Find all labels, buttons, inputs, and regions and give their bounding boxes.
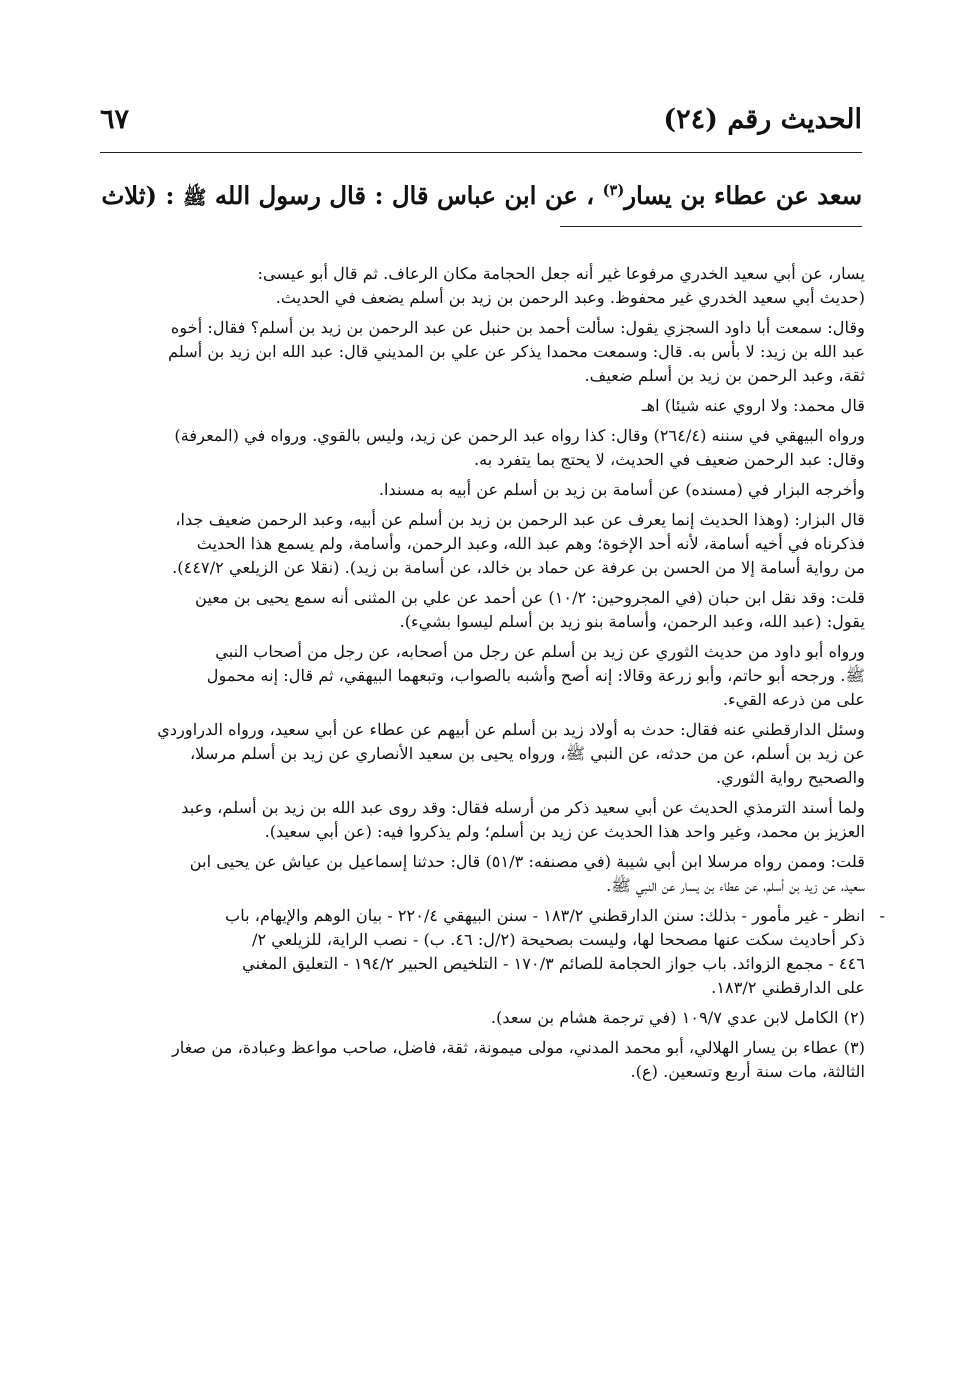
note-paragraph [108,796,865,844]
footnote-line: (٢) الكامل لابن عدي ١٠٩/٧ (في ترجمة هشام بن سعد). [490,1008,865,1027]
footnote [108,1006,865,1030]
hadith-text-part: ، عن ابن عباس قال : قال رسول الله [214,181,595,210]
note-line: وسئل الدارقطني عنه فقال: حدث به أولاد زيد بن أسلم عن أبيهم عن عطاء عن أبي سعيد، ورواه الدراوردي [157,720,865,739]
footnote-line: على الدارقطني ١٨٣/٢. [711,978,865,997]
note-line: قلت: وقد نقل ابن حبان (في المجروحين: ١٠/٢) عن أحمد عن علي بن المثنى أنه سمع يحيى بن معين [195,588,865,607]
hadith-text-part: : (ثلاث [101,181,175,210]
note-paragraph [108,850,865,898]
note-line: على من ذرعه القيء. [722,690,865,709]
footnote-line: ذكر أحاديث سكت عنها مصححا لها، وليست بصحيحة (٢/ل: ٤٦. ب) - نصب الراية، للزيلعي ٢/ [251,930,865,949]
note-line: قال محمد: ولا اروي عنه شيئا) اهـ [641,396,865,415]
note-paragraph [108,424,865,472]
note-line: ﷺ. ورجحه أبو حاتم، وأبو زرعة وقالا: إنه أصح وأشبه بالصواب، وتبعهما البيهقي، ثم قال: إنه محمول [206,666,865,685]
footnote-line: الثالثة، مات سنة أربع وتسعين. (ع). [630,1062,865,1081]
note-paragraph [108,394,865,418]
note-line: ولما أسند الترمذي الحديث عن أبي سعيد ذكر من أرسله فقال: وقد روى عبد الله بن زيد بن أسلم، وعبد [181,798,865,817]
footnotes-section [108,262,885,1090]
page-number: ٦٧ [100,104,130,135]
footnote-line: ٤٤٦ - مجمع الزوائد. باب جواز الحجامة للصائم ١٧٠/٣ - التلخيص الحبير ١٩٤/٢ - التعليق المغني [242,954,865,973]
note-paragraph [108,586,865,634]
note-paragraph [108,640,865,712]
note-line: ورواه البيهقي في سننه (٢٦٤/٤) وقال: كذا رواه عبد الرحمن عن زيد، وليس بالقوي. ورواه في (المعرفة) [174,426,865,445]
note-paragraph [108,508,865,580]
note-line: وقال: سمعت أبا داود السجزي يقول: سألت أحمد بن حنبل عن عبد الرحمن بن زيد بن أسلم؟ فقال: أخوه [170,318,865,337]
footnote [108,1036,865,1084]
note-paragraph [108,262,865,310]
note-line: من رواية أسامة إلا من الحسن بن عرفة عن حماد بن خالد، عن أسامة بن زيد). (نقلا عن الزيلعي ٤٤٧/٢). [172,558,865,577]
note-line: وقال: عبد الرحمن ضعيف في الحديث، لا يحتج بما يتفرد به. [473,450,865,469]
footnote [108,904,885,1000]
running-head [100,104,862,150]
note-line: فذكرناه في أخيه أسامة، لأنه أحد الإخوة؛ وهم عبد الله، وعبد الرحمن، وأسامة، ولم يسمع هذا الحديث [196,534,865,553]
note-paragraph [108,316,865,388]
note-line: ورواه أبو داود من حديث الثوري عن زيد بن أسلم عن رجل من أصحابه، عن رجل من أصحاب النبي [215,642,865,661]
note-line: قلت: وممن رواه مرسلا ابن أبي شيبة (في مصنفه: ٥١/٣) قال: حدثنا إسماعيل بن عياش عن يحيى ابن [189,852,865,871]
note-paragraph [108,718,865,790]
footnote-line: (٣) عطاء بن يسار الهلالي، أبو محمد المدني، مولى ميمونة، ثقة، فاضل، صاحب مواعظ وعبادة، من صغار [171,1038,865,1057]
note-line: يسار، عن أبي سعيد الخدري مرفوعا غير أنه جعل الحجامة مكان الرعاف. ثم قال أبو عيسى: [257,264,865,283]
note-line: يقول: (عبد الله، وعبد الرحمن، وأسامة بنو زيد بن أسلم ليسوا بشيء). [399,612,865,631]
note-line: (حديث أبي سعيد الخدري غير محفوظ. وعبد الرحمن بن زيد بن أسلم يضعف في الحديث. [275,288,865,307]
note-line: ثقة، وعبد الرحمن بن زيد بن أسلم ضعيف. [584,366,865,385]
chapter-title: الحديث رقم (٢٤) [663,104,862,135]
salutation-glyph: ﷺ [182,186,207,209]
hadith-text-part: سعد عن عطاء بن يسار [624,181,862,210]
note-line: والصحيح رواية الثوري. [716,768,865,787]
footnote-marker: - [879,906,885,925]
note-line: العزيز بن محمد، وغير واحد هذا الحديث عن زيد بن أسلم؛ ولم يذكروا فيه: (عن أبي سعيد). [264,822,865,841]
note-line: عبد الله بن زيد: لا بأس به. قال: وسمعت محمدا يذكر عن علي بن المديني قال: عبد الله ابن زيد بن أسلم [168,342,865,361]
note-paragraph [108,478,865,502]
footnote-reference: (٣) [602,181,625,199]
hadith-text-line [100,180,862,212]
note-line: قال البزار: (وهذا الحديث إنما يعرف عن عبد الرحمن بن زيد بن أسلم عن أبيه، وعبد الرحمن ضعيف جدا، [175,510,865,529]
note-line: عن زيد بن أسلم، عن من حدثه، عن النبي ﷺ، ورواه يحيى بن سعيد الأنصاري عن زيد بن أسلم مرسلا، [189,744,865,763]
note-line: سعيد، عن زيد بن أسلم، عن عطاء بن يسار عن النبي ﷺ. [606,876,865,895]
footnote-line: انظر - غير مأمور - بذلك: سنن الدارقطني ١٨٣/٢ - سنن البيهقي ٢٢٠/٤ - بيان الوهم والإيهام، باب [224,906,865,925]
note-line: وأخرجه البزار في (مسنده) عن أسامة بن زيد بن أسلم عن أبيه به مسندا. [378,480,865,499]
main-text-divider [560,226,862,227]
header-divider [100,152,862,153]
